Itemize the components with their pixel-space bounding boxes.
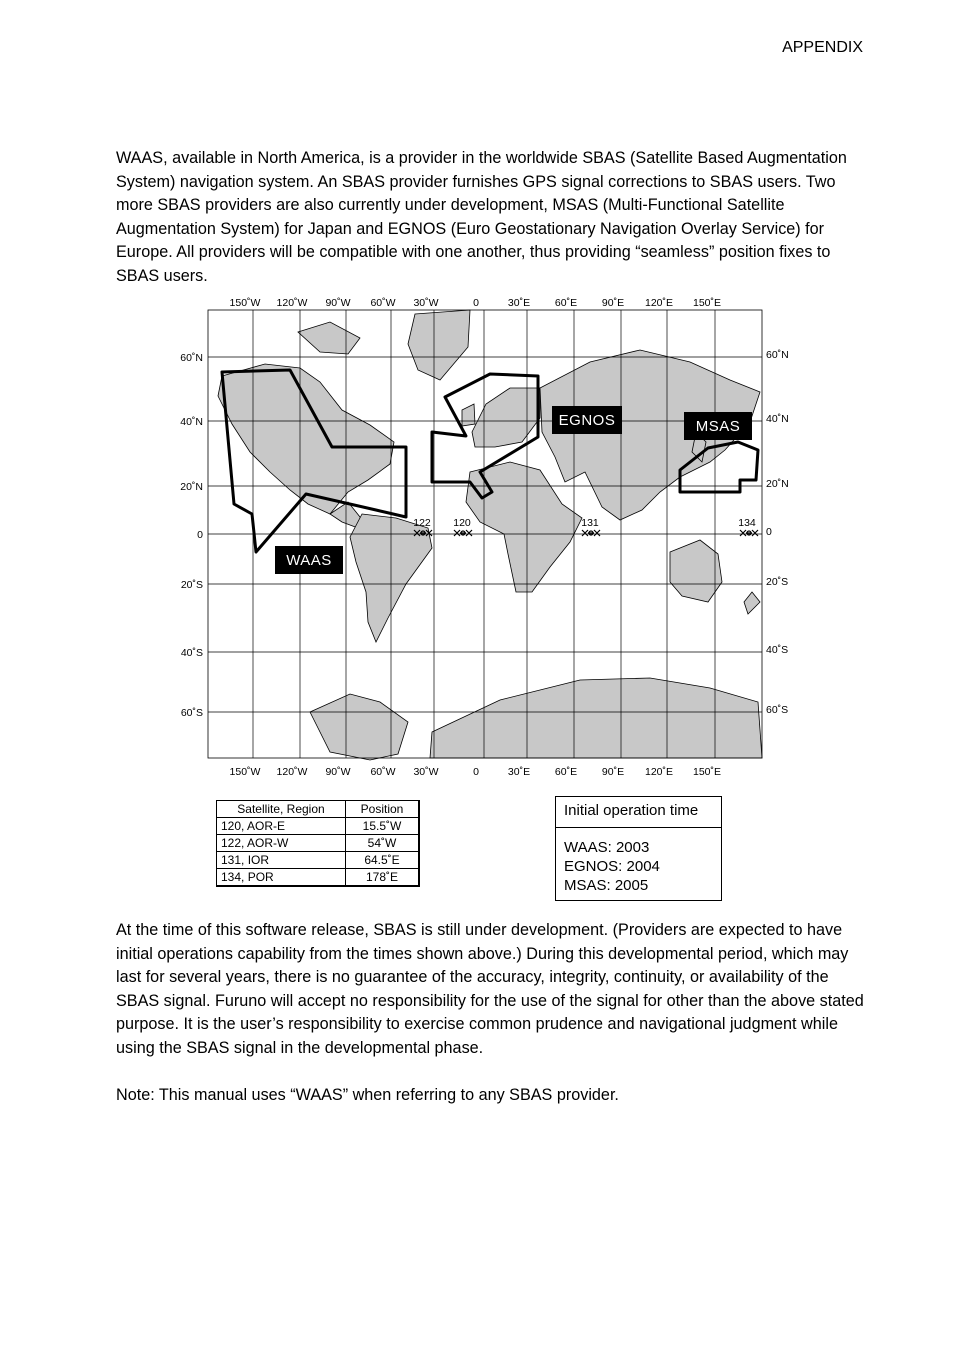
latitude-label: 20˚N (180, 481, 203, 493)
longitude-label: 60˚E (554, 297, 578, 309)
table-row (217, 818, 420, 835)
satellite-120-label: 120 (453, 517, 471, 529)
longitude-label: 90˚W (325, 297, 351, 309)
sbas-coverage-map (170, 292, 800, 787)
egnos-label: EGNOS (558, 412, 616, 429)
latitude-label: 60˚N (180, 352, 203, 364)
intro-paragraph: WAAS, available in North America, is a provider in the worldwide SBAS (Satellite Based Augmentation System) navigation system. An SBAS provider furnishes GPS signal corrections to SBAS users. Two more SBAS providers are also currently under development, MSAS (Multi-Functional Satellite Augmentation System) for Japan and EGNOS (Euro Geostationary Navigation Overlay Service) for Europe. All providers will be compatible with one another, thus providing “seamless” position fixes to SBAS users. (116, 149, 847, 285)
longitude-label: 60˚E (554, 766, 578, 778)
land-masses (218, 310, 762, 760)
satellite-131-icon (582, 530, 600, 536)
latitude-label: 40˚S (766, 644, 789, 656)
satellite-position: 54˚W (346, 835, 420, 852)
table-header-row (217, 801, 420, 818)
longitude-label: 30˚E (507, 297, 531, 309)
satellite-134-label: 134 (738, 517, 756, 529)
msas-label: MSAS (695, 418, 741, 435)
egnos-region-label (552, 406, 622, 434)
table-row (217, 835, 420, 852)
satellite-134-icon (740, 530, 758, 536)
canadian-arctic-land (298, 322, 360, 354)
new-zealand-land (744, 592, 760, 614)
longitude-label: 0 (473, 766, 479, 778)
satellite-region: 122, AOR-W (217, 835, 346, 852)
waas-label: WAAS (286, 552, 332, 569)
satellite-markers (414, 530, 758, 536)
longitude-label: 60˚W (370, 297, 396, 309)
satellite-region: 120, AOR-E (217, 818, 346, 835)
latitude-label: 20˚N (766, 478, 789, 490)
latitude-label: 40˚N (766, 413, 789, 425)
latitude-labels-right (766, 349, 789, 716)
satellite-position: 64.5˚E (346, 852, 420, 869)
latitude-label: 60˚S (180, 707, 203, 719)
operation-item-msas: MSAS: 2005 (564, 877, 649, 894)
longitude-label: 30˚E (507, 766, 531, 778)
longitude-label: 60˚W (370, 766, 396, 778)
section-header: APPENDIX (782, 39, 863, 56)
latitude-label: 20˚S (766, 576, 789, 588)
satellite-122-label: 122 (413, 517, 431, 529)
longitude-label: 150˚W (229, 297, 261, 309)
note-paragraph: Note: This manual uses “WAAS” when referring to any SBAS provider. (116, 1086, 619, 1104)
satellite-position: 15.5˚W (346, 818, 420, 835)
longitude-label: 90˚E (601, 766, 625, 778)
longitude-label: 120˚W (276, 297, 308, 309)
satellite-position: 178˚E (346, 869, 420, 887)
longitude-label: 150˚E (692, 297, 722, 309)
longitude-label: 120˚E (644, 766, 674, 778)
longitude-label: 120˚E (644, 297, 674, 309)
longitude-label: 150˚W (229, 766, 261, 778)
operation-title: Initial operation time (556, 797, 721, 828)
latitude-labels-left (180, 352, 203, 719)
latitude-label: 20˚S (180, 579, 203, 591)
latitude-label: 40˚N (180, 416, 203, 428)
longitude-label: 30˚W (413, 297, 439, 309)
latitude-label: 60˚S (766, 704, 789, 716)
antarctica-east-land (430, 678, 762, 758)
longitude-label: 0 (473, 297, 479, 309)
longitude-label: 150˚E (692, 766, 722, 778)
table-row (217, 869, 420, 887)
operation-item-egnos: EGNOS: 2004 (564, 858, 660, 875)
position-column-header: Position (346, 801, 420, 818)
north-america-land (218, 364, 394, 514)
satellite-120-icon (454, 530, 472, 536)
region-column-header: Satellite, Region (217, 801, 346, 818)
operation-item-waas: WAAS: 2003 (564, 839, 650, 856)
latitude-label: 0 (766, 526, 772, 538)
longitude-label: 30˚W (413, 766, 439, 778)
longitude-label: 90˚E (601, 297, 625, 309)
longitude-labels-top (230, 297, 721, 309)
latitude-label: 60˚N (766, 349, 789, 361)
satellite-position-table (216, 800, 420, 887)
msas-region-label (684, 412, 752, 440)
longitude-label: 90˚W (325, 766, 351, 778)
british-isles-land (462, 404, 475, 426)
table-row (217, 852, 420, 869)
latitude-label: 0 (197, 529, 203, 541)
disclaimer-paragraph: At the time of this software release, SBAS is still under development. (Providers are expected to have initial operations capability from the times shown above.) During this developmental period, which may last for several years, there is no guarantee of the accuracy, integrity, continuity, or availability of the SBAS signal. Furuno will accept no responsibility for the use of the signal for other than the above stated purpose. It is the user’s responsibility to exercise common prudence and navigational judgment while using the SBAS signal in the developmental phase. (116, 921, 864, 1057)
longitude-label: 120˚W (276, 766, 308, 778)
latitude-label: 40˚S (180, 647, 203, 659)
australia-land (670, 540, 722, 602)
satellite-131-label: 131 (581, 517, 599, 529)
europe-land (472, 388, 540, 447)
longitude-labels-bottom (230, 766, 721, 778)
greenland-land (408, 310, 470, 380)
initial-operation-box (555, 796, 722, 901)
satellite-region: 134, POR (217, 869, 346, 887)
waas-region-label (275, 546, 343, 574)
satellite-region: 131, IOR (217, 852, 346, 869)
antarctica-land (310, 694, 408, 760)
